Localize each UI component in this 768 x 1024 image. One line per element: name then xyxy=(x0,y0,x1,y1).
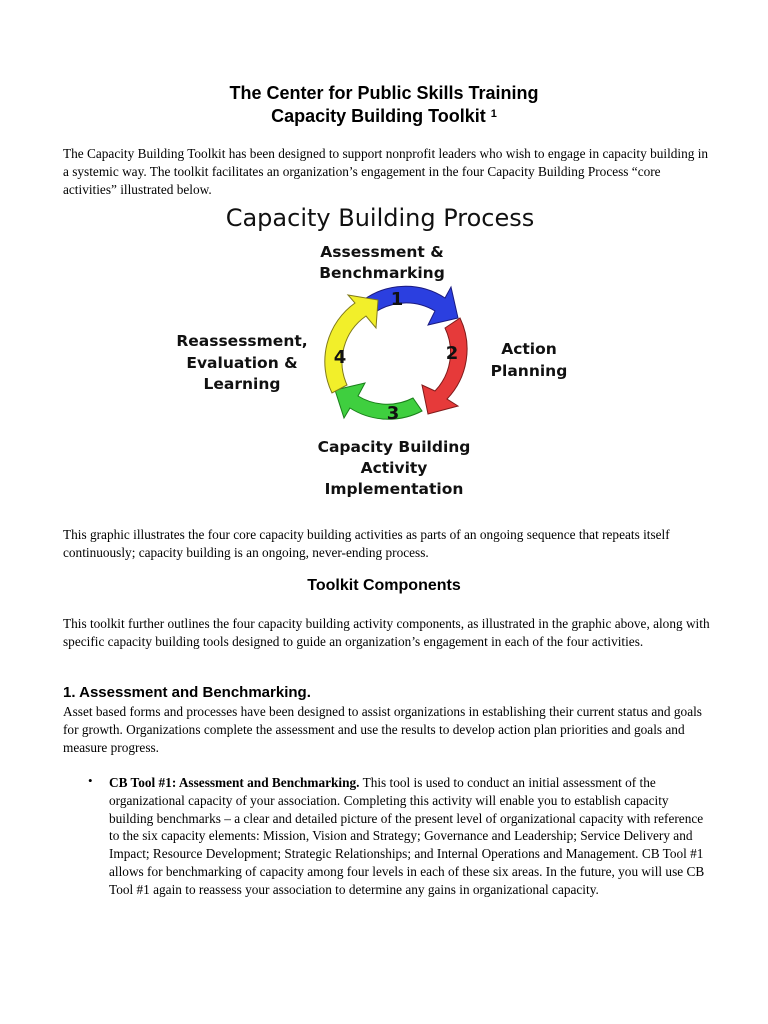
step-4-label-line-3: Learning xyxy=(203,375,281,393)
bullet-item-cb-tool-1 xyxy=(109,774,709,899)
title-text: Capacity Building Toolkit xyxy=(271,106,486,126)
intro-paragraph: The Capacity Building Toolkit has been designed to support nonprofit leaders who wish to engage in capacity building in a systemic way. The toolkit facilitates an organization’s engagement in the four Capacity Building Process “core activities” illustrated below. xyxy=(63,146,709,197)
cycle-arrow-3 xyxy=(335,383,422,419)
graphic-description-paragraph: This graphic illustrates the four core capacity building activities as parts of an ongoing sequence that repeats itself continuously; capacity building is an ongoing, never-ending process. xyxy=(63,527,670,560)
step-3-label-line-3: Implementation xyxy=(324,480,464,498)
step-number-1: 1 xyxy=(390,289,404,310)
step-4-label-line-2: Evaluation & xyxy=(186,354,298,372)
step-number-4: 4 xyxy=(333,347,347,368)
step-4-label-line-1: Reassessment, xyxy=(176,332,308,350)
bullet-body-text: This tool is used to conduct an initial assessment of the organizational capacity of your association. Completing this activity will enable you to establish capacity building benchmarks – a clear and detailed picture of the present level of organizational capacity with reference to the six capacity elements: Mission, Vision and Strategy; Governance and Leadership; Service Delivery and Impact; Resource Development; Strategic Relationships; and Internal Operations and Management. CB Tool #1 allows for benchmarking of capacity among four levels in each of these six areas. In the future, you will use CB Tool #1 again to reassess your association to determine any gains in organizational capacity. xyxy=(109,775,705,897)
cycle-arrow-2 xyxy=(422,318,467,414)
diagram-title: Capacity Building Process xyxy=(225,204,535,232)
toolkit-paragraph: This toolkit further outlines the four capacity building activity components, as illustrated in the graphic above, along with specific capacity building tools designed to guide an organization’s engagement in each of the four activities. xyxy=(63,616,710,649)
title-line-1: The Center for Public Skills Training xyxy=(229,83,539,103)
step-number-3: 3 xyxy=(386,403,400,424)
toolkit-components-heading: Toolkit Components xyxy=(307,577,461,594)
step-3-label-line-1: Capacity Building xyxy=(317,438,471,456)
section-1-paragraph: Asset based forms and processes have been designed to assist organizations in establishing their current status and goals for growth. Organizations complete the assessment and use the results to develop action plan priorities and goals and measure progress. xyxy=(63,704,702,755)
bullet-bold-lead: CB Tool #1: Assessment and Benchmarking. xyxy=(109,775,360,790)
step-number-2: 2 xyxy=(445,343,459,364)
step-3-label-line-2: Activity xyxy=(360,459,428,477)
footnote-marker: 1 xyxy=(490,108,497,120)
capacity-building-diagram xyxy=(160,200,600,500)
title-line-2 xyxy=(0,105,768,127)
step-2-label-line-2: Planning xyxy=(490,362,568,380)
section-1-heading: 1. Assessment and Benchmarking. xyxy=(63,684,311,701)
cycle-arrow-4 xyxy=(325,295,378,393)
step-2-label-line-1: Action xyxy=(501,340,557,358)
bullet-marker: • xyxy=(88,773,93,788)
step-1-label-line-1: Assessment & xyxy=(320,243,444,261)
step-1-label-line-2: Benchmarking xyxy=(319,264,445,282)
